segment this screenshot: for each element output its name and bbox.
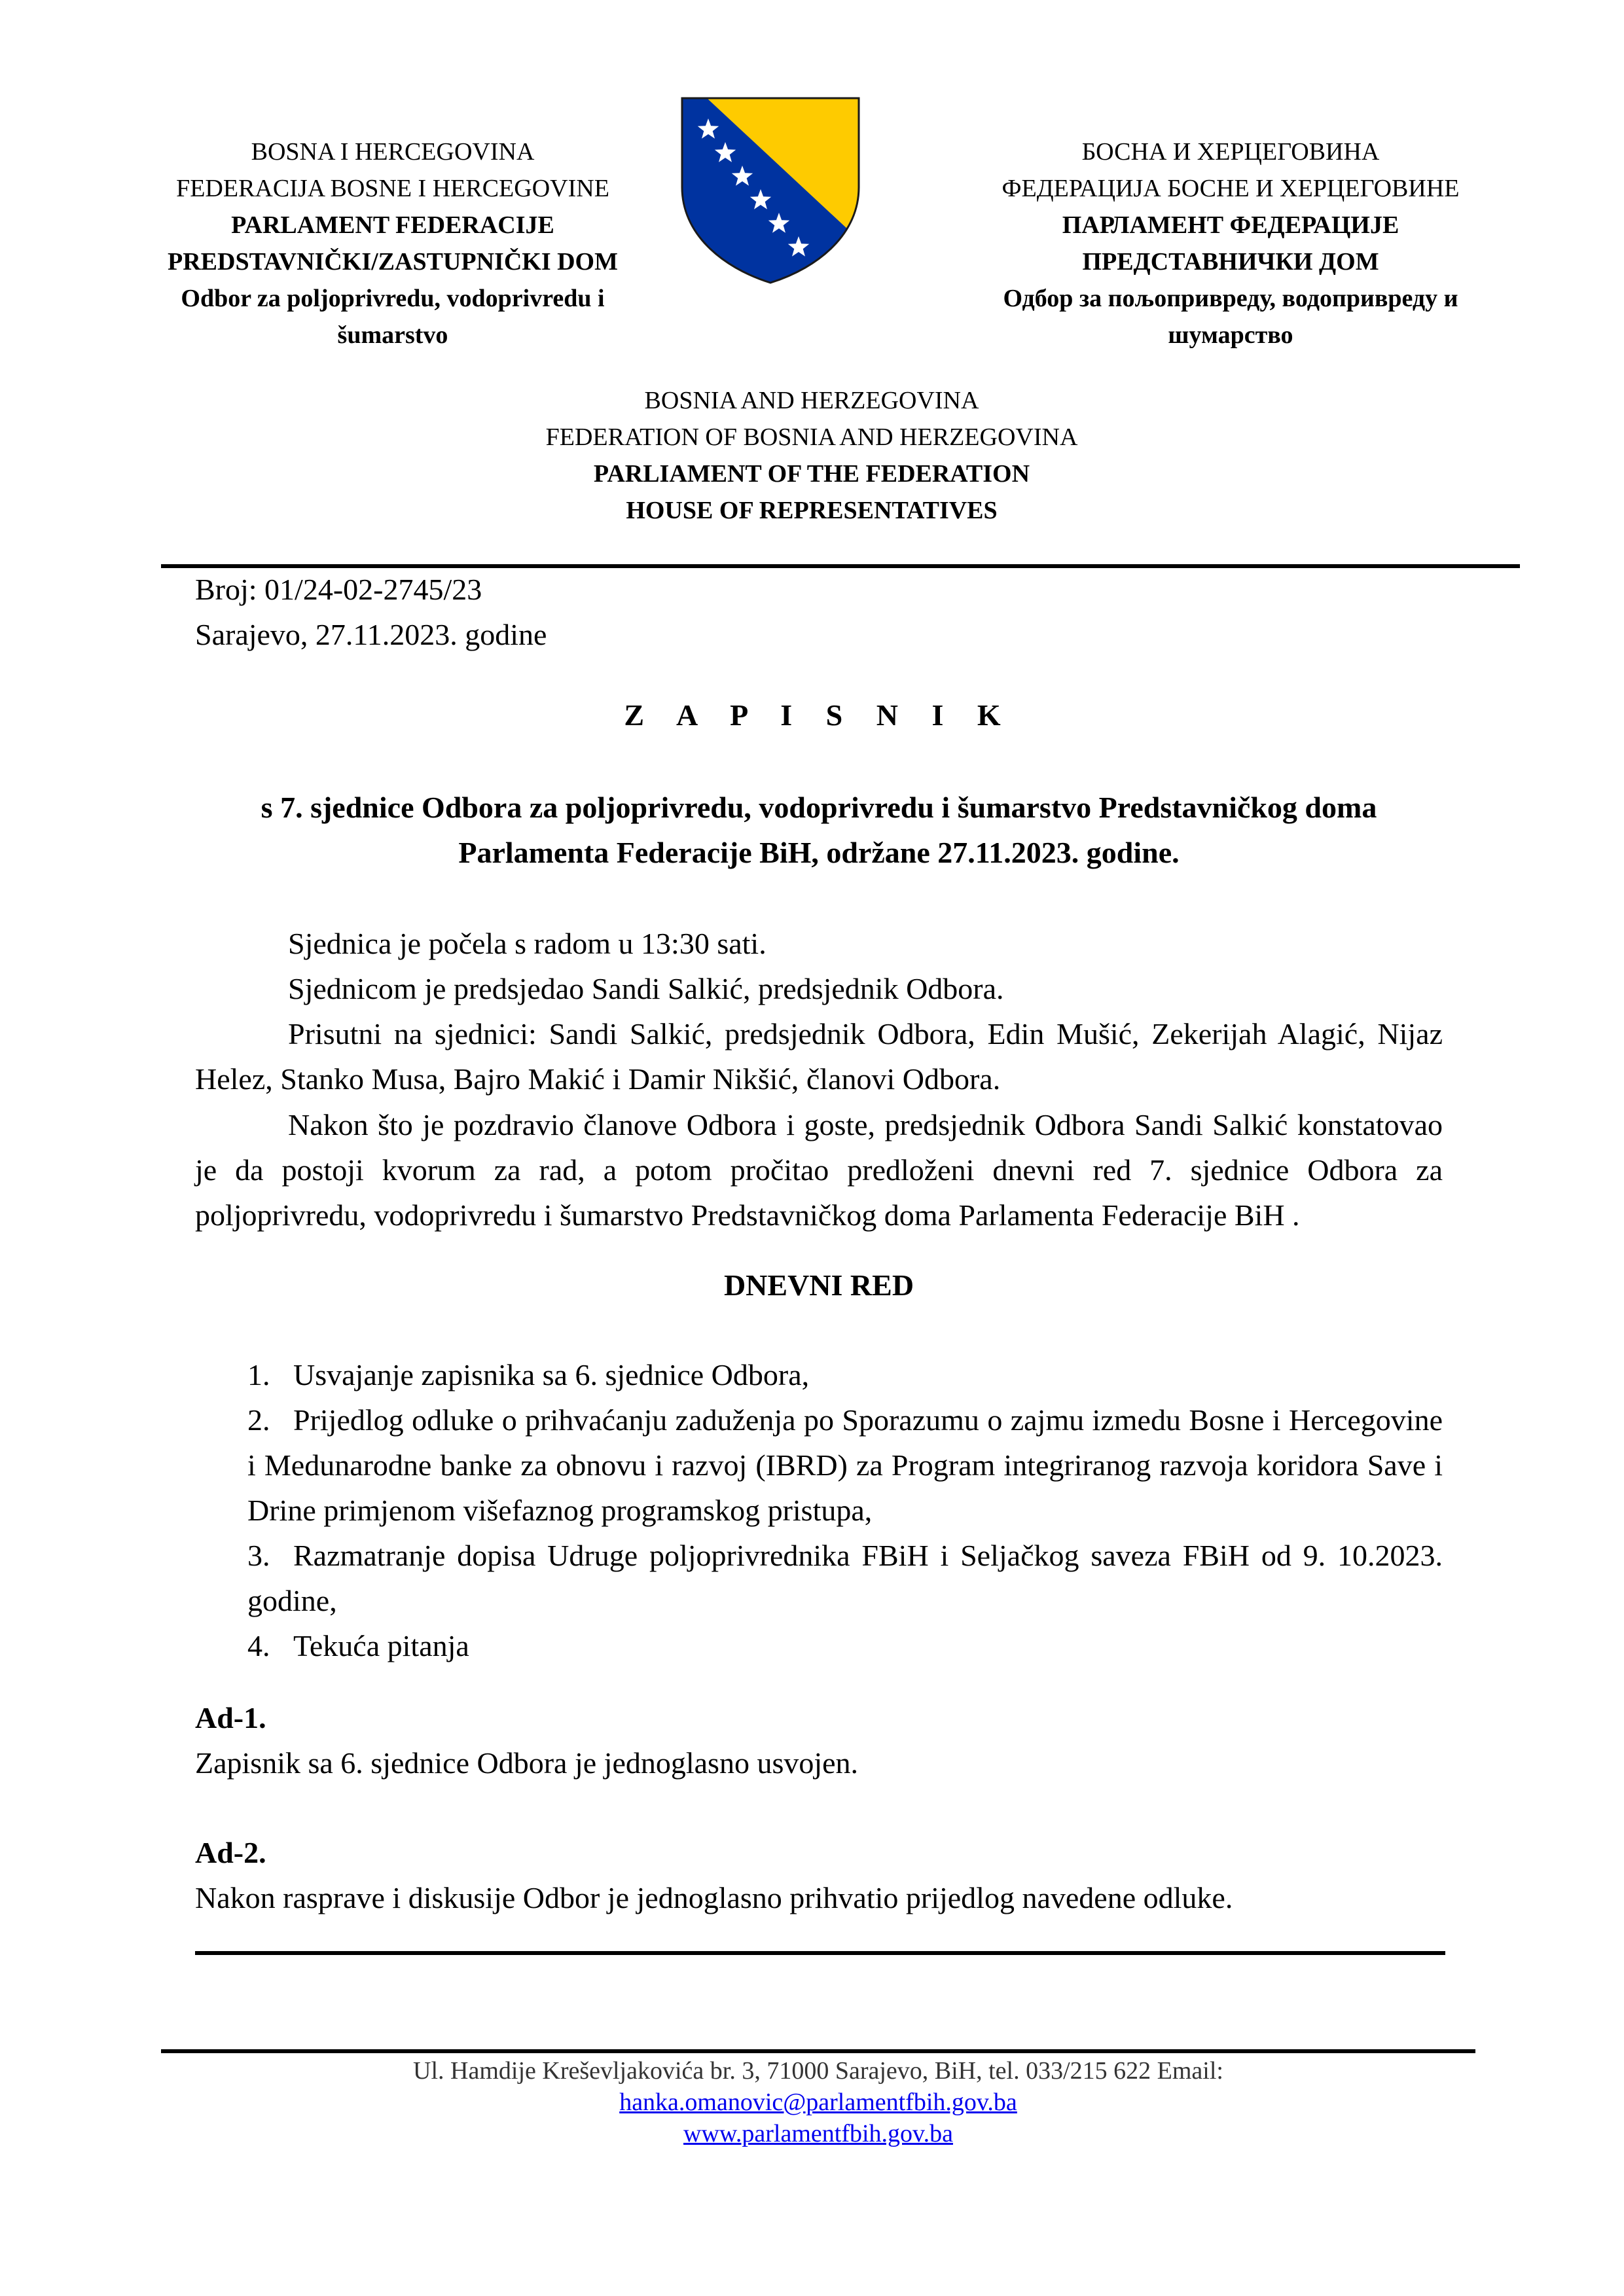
subtitle-line-2: Parlamenta Federacije BiH, održane 27.11.2023. godine. <box>458 836 1180 869</box>
document-title: Z A P I S N I K <box>624 698 1014 732</box>
intro-attendees: Prisutni na sjednici: Sandi Salkić, predsjednik Odbora, Edin Mušić, Zekerijah Alagić, Nijaz Helez, Stanko Musa, Bajro Makić i Damir Nikšić, članovi Odbora. <box>195 1017 1443 1096</box>
header-right <box>936 134 1525 353</box>
content-divider <box>195 1951 1445 1955</box>
subtitle-line-1: s 7. sjednice Odbora za poljoprivredu, vodoprivredu i šumarstvo Predstavničkog doma <box>261 791 1377 824</box>
agenda-item-number: 3. <box>247 1539 270 1572</box>
header-center-house: HOUSE OF REPRESENTATIVES <box>626 497 998 524</box>
agenda-item-3 <box>247 1533 1443 1623</box>
header-left-committee-1: Odbor za poljoprivredu, vodoprivredu i <box>181 285 605 312</box>
header-center-country: BOSNIA AND HERZEGOVINA <box>644 387 979 414</box>
header-right-parliament: ПАРЛАМЕНТ ФЕДЕРАЦИЈЕ <box>1062 211 1399 239</box>
footer-divider <box>161 2049 1475 2053</box>
header-left-committee-2: šumarstvo <box>337 321 448 349</box>
footer <box>161 2055 1475 2149</box>
agenda-item-text: Tekuća pitanja <box>293 1629 469 1662</box>
header-right-committee-1: Одбор за пољопривреду, водопривреду и <box>1003 285 1458 312</box>
agenda-item-text: Prijedlog odluke o prihvaćanju zaduženja po Sporazumu o zajmu izmedu Bosne i Hercegovine i Medunarodne banke za obnovu i razvoj (IBRD) za Program integriranog razvoja koridora Save i Drine primjenom višefaznog programskog pristupa, <box>247 1403 1443 1527</box>
header-right-committee-2: шумарство <box>1168 321 1293 349</box>
header-center-federation: FEDERATION OF BOSNIA AND HERZEGOVINA <box>545 423 1078 451</box>
agenda-item-text: Razmatranje dopisa Udruge poljoprivrednika FBiH i Seljačkog saveza FBiH od 9. 10.2023. godine, <box>247 1539 1443 1617</box>
header-right-country: БОСНА И ХЕРЦЕГОВИНА <box>1081 138 1380 166</box>
agenda-item-text: Usvajanje zapisnika sa 6. sjednice Odbora, <box>293 1358 810 1391</box>
coat-of-arms-icon <box>679 96 861 285</box>
agenda-item-4 <box>247 1623 1443 1668</box>
header-left-country: BOSNA I HERCEGOVINA <box>251 138 535 166</box>
header-center <box>419 382 1204 529</box>
ad1-text: Zapisnik sa 6. sjednice Odbora je jednoglasno usvojen. <box>195 1746 859 1780</box>
ad1-heading: Ad-1. <box>195 1701 266 1734</box>
document-subtitle <box>195 785 1443 875</box>
header-right-house: ПРЕДСТАВНИЧКИ ДОМ <box>1082 248 1379 276</box>
document-number: Broj: 01/24-02-2745/23 <box>195 573 482 606</box>
header-center-parliament: PARLIAMENT OF THE FEDERATION <box>593 460 1030 488</box>
header-left-federation: FEDERACIJA BOSNE I HERCEGOVINE <box>176 175 609 202</box>
agenda-item-2 <box>247 1397 1443 1533</box>
agenda-item-number: 1. <box>247 1358 270 1391</box>
header-left-house: PREDSTAVNIČKI/ZASTUPNIČKI DOM <box>168 248 618 276</box>
ad2-heading: Ad-2. <box>195 1836 266 1869</box>
agenda-item-1 <box>247 1352 1443 1397</box>
document-date: Sarajevo, 27.11.2023. godine <box>195 618 547 651</box>
agenda-item-number: 4. <box>247 1629 270 1662</box>
intro-chair: Sjednicom je predsjedao Sandi Salkić, predsjednik Odbora. <box>288 972 1004 1005</box>
footer-website-link[interactable]: www.parlamentfbih.gov.ba <box>683 2120 953 2147</box>
ad2-text: Nakon rasprave i diskusije Odbor je jednoglasno prihvatio prijedlog navedene odluke. <box>195 1881 1233 1914</box>
header-left-parliament: PARLAMENT FEDERACIJE <box>231 211 554 239</box>
header-left <box>137 134 648 353</box>
intro-start-time: Sjednica je počela s radom u 13:30 sati. <box>288 927 767 960</box>
footer-email-link[interactable]: hanka.omanovic@parlamentfbih.gov.ba <box>619 2089 1017 2116</box>
agenda-item-number: 2. <box>247 1403 270 1437</box>
agenda-heading: DNEVNI RED <box>723 1268 914 1302</box>
intro-quorum: Nakon što je pozdravio članove Odbora i goste, predsjednik Odbora Sandi Salkić konstatovao je da postoji kvorum za rad, a potom pročitao predloženi dnevni red 7. sjednice Odbora za poljoprivredu, vodoprivredu i šumarstvo Predstavničkog doma Parlamenta Federacije BiH . <box>195 1108 1443 1232</box>
header-right-federation: ФЕДЕРАЦИЈА БОСНЕ И ХЕРЦЕГОВИНЕ <box>1001 175 1460 202</box>
footer-address: Ul. Hamdije Kreševljakovića br. 3, 71000 Sarajevo, BiH, tel. 033/215 622 Email: <box>413 2057 1223 2085</box>
